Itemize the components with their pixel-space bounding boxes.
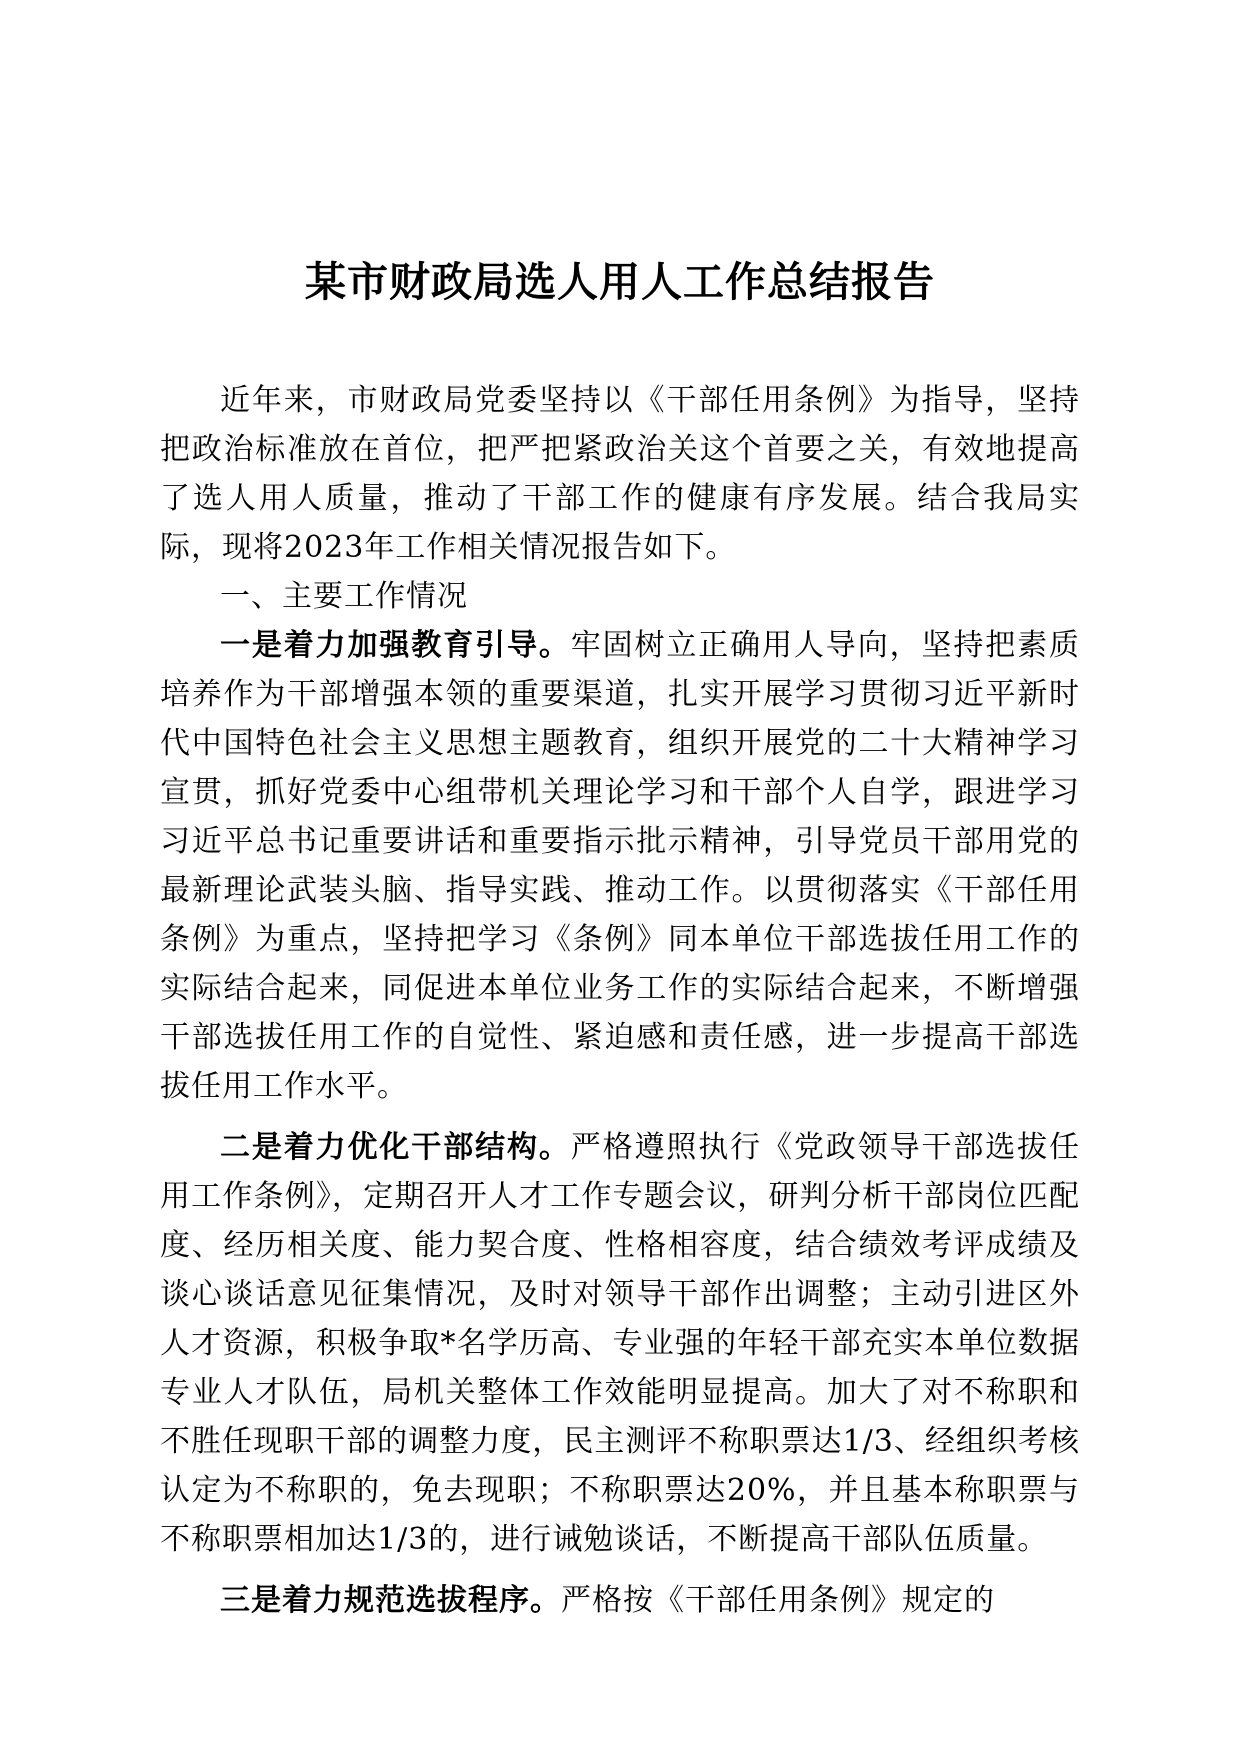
section-heading-main-work: 一、主要工作情况 xyxy=(220,579,468,614)
point-paragraph-2 xyxy=(160,1123,1080,1564)
document-body xyxy=(160,376,1080,1625)
document-title: 某市财政局选人用人工作总结报告 xyxy=(305,258,935,306)
point-lead-2: 二是着力优化干部结构。 xyxy=(220,1130,571,1165)
point-body-3: 严格按《干部任用条例》规定的 xyxy=(561,1583,995,1618)
point-lead-1: 一是着力加强教育引导。 xyxy=(220,628,571,663)
point-paragraph-3 xyxy=(160,1576,1080,1625)
point-paragraph-1 xyxy=(160,621,1080,1111)
intro-paragraph: 近年来，市财政局党委坚持以《干部任用条例》为指导，坚持把政治标准放在首位，把严把紧政治关这个首要之关，有效地提高了选人用人质量，推动了干部工作的健康有序发展。结合我局实际，现将2023年工作相关情况报告如下。 xyxy=(160,383,1080,565)
point-body-1: 牢固树立正确用人导向，坚持把素质培养作为干部增强本领的重要渠道，扎实开展学习贯彻习近平新时代中国特色社会主义思想主题教育，组织开展党的二十大精神学习宣贯，抓好党委中心组带机关理论学习和干部个人自学，跟进学习习近平总书记重要讲话和重要指示批示精神，引导党员干部用党的最新理论武装头脑、指导实践、推动工作。以贯彻落实《干部任用条例》为重点，坚持把学习《条例》同本单位干部选拔任用工作的实际结合起来，同促进本单位业务工作的实际结合起来，不断增强干部选拔任用工作的自觉性、紧迫感和责任感，进一步提高干部选拔任用工作水平。 xyxy=(160,628,1081,1104)
point-lead-3: 三是着力规范选拔程序。 xyxy=(220,1583,561,1618)
point-body-2: 严格遵照执行《党政领导干部选拔任用工作条例》，定期召开人才工作专题会议，研判分析干部岗位匹配度、经历相关度、能力契合度、性格相容度，结合绩效考评成绩及谈心谈话意见征集情况，及时对领导干部作出调整；主动引进区外人才资源，积极争取*名学历高、专业强的年轻干部充实本单位数据专业人才队伍，局机关整体工作效能明显提高。加大了对不称职和不胜任现职干部的调整力度，民主测评不称职票达1/3、经组织考核认定为不称职的，免去现职；不称职票达20%，并且基本称职票与不称职票相加达1/3的，进行诫勉谈话，不断提高干部队伍质量。 xyxy=(160,1130,1081,1557)
